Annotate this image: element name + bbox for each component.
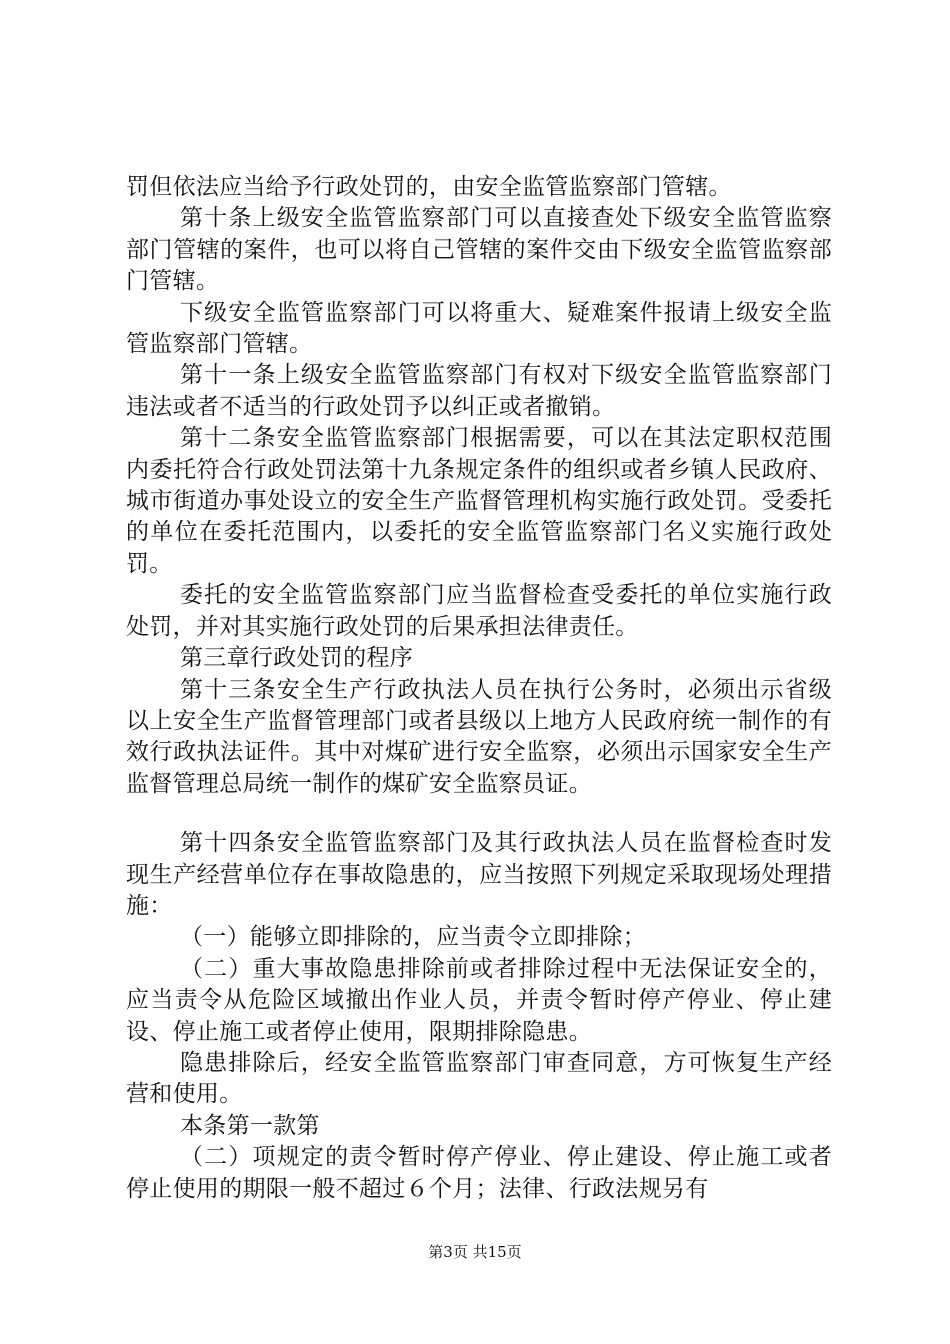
page-footer: 第3页 共15页: [428, 1243, 522, 1261]
paragraph-5: 第十二条安全监管监察部门根据需要，可以在其法定职权范围内委托符合行政处罚法第十九条规定条件的组织或者乡镇人民政府、城市街道办事处设立的安全生产监督管理机构实施行政处罚。受委托的单位在委托范围内，以委托的安全监管监察部门名义实施行政处罚。: [126, 425, 832, 577]
document-body: [126, 172, 832, 1205]
paragraph-13: 本条第一款第: [180, 1112, 320, 1139]
chapter-heading: 第三章行政处罚的程序: [180, 645, 413, 672]
paragraph-9: 第十四条安全监管监察部门及其行政执法人员在监督检查时发现生产经营单位存在事故隐患的，应当按照下列规定采取现场处理措施：: [126, 830, 832, 919]
paragraph-10: （一）能够立即排除的，应当责令立即排除；: [180, 924, 646, 951]
paragraph-8: 第十三条安全生产行政执法人员在执行公务时，必须出示省级以上安全生产监督管理部门或者县级以上地方人民政府统一制作的有效行政执法证件。其中对煤矿进行安全监察，必须出示国家安全生产监督管理总局统一制作的煤矿安全监察员证。: [126, 676, 832, 797]
paragraph-12: 隐患排除后，经安全监管监察部门审查同意，方可恢复生产经营和使用。: [126, 1049, 832, 1108]
paragraph-14: （二）项规定的责令暂时停产停业、停止建设、停止施工或者停止使用的期限一般不超过６个月；法律、行政法规另有: [126, 1144, 832, 1202]
paragraph-gap: [126, 800, 832, 828]
paragraph-1: 罚但依法应当给予行政处罚的，由安全监管监察部门管辖。: [126, 174, 732, 200]
paragraph-2: 第十条上级安全监管监察部门可以直接查处下级安全监管监察部门管辖的案件，也可以将自己管辖的案件交由下级安全监管监察部门管辖。: [126, 205, 832, 295]
paragraph-4: 第十一条上级安全监管监察部门有权对下级安全监管监察部门违法或者不适当的行政处罚予以纠正或者撤销。: [126, 362, 832, 420]
paragraph-11: （二）重大事故隐患排除前或者排除过程中无法保证安全的，应当责令从危险区域撤出作业人员，并责令暂时停产停业、停止建设、停止施工或者停止使用，限期排除隐患。: [126, 955, 832, 1045]
paragraph-6: 委托的安全监管监察部门应当监督检查受委托的单位实施行政处罚，并对其实施行政处罚的后果承担法律责任。: [126, 582, 832, 640]
paragraph-3: 下级安全监管监察部门可以将重大、疑难案件报请上级安全监管监察部门管辖。: [126, 299, 832, 358]
